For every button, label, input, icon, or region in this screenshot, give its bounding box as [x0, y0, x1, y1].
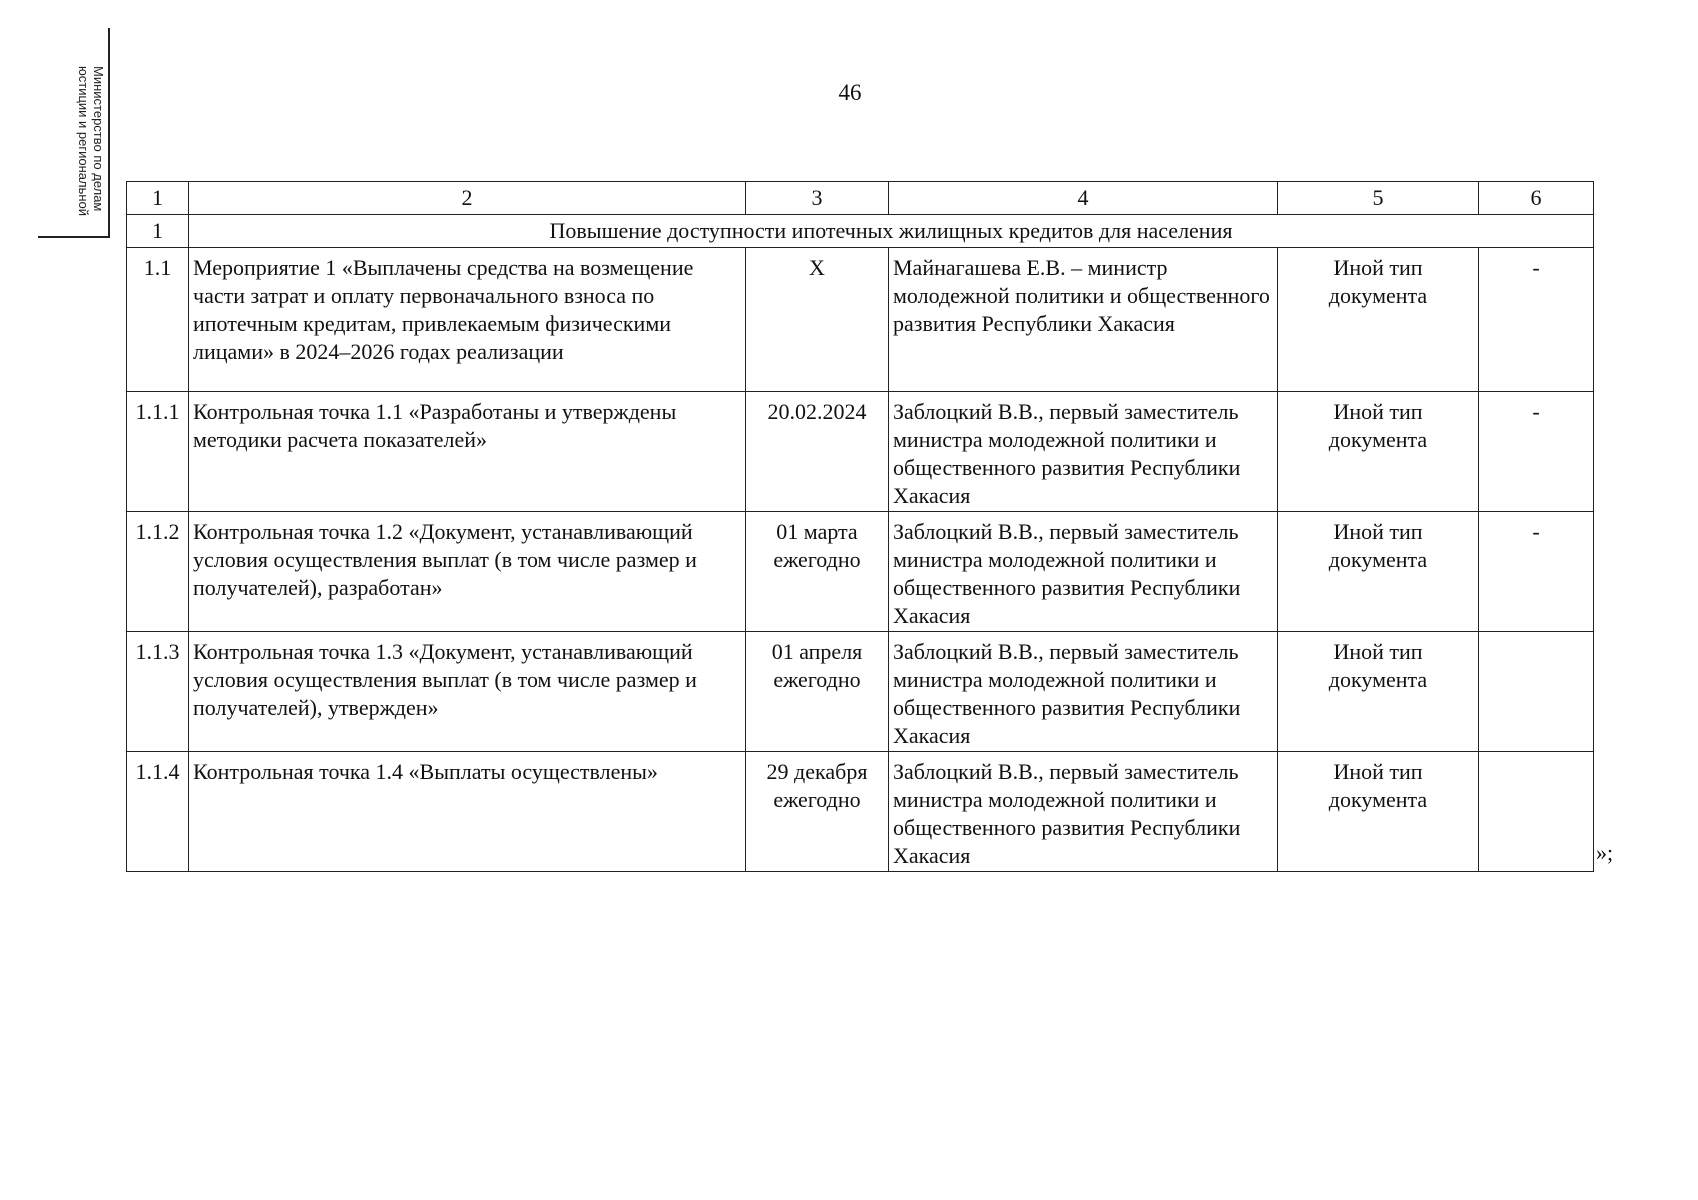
row-name: Контрольная точка 1.2 «Документ, устанавливающий условия осуществления выплат (в том числе размер и получателей), разработан» — [189, 512, 746, 632]
header-cell-1: 1 — [127, 182, 189, 215]
plan-table — [126, 181, 1594, 872]
header-cell-6: 6 — [1479, 182, 1594, 215]
row-responsible: Заблоцкий В.В., первый заместитель министра молодежной политики и общественного развития Республики Хакасия — [889, 512, 1278, 632]
header-cell-4: 4 — [889, 182, 1278, 215]
row-number: 1.1.4 — [127, 752, 189, 872]
row-doc-type: Иной тип документа — [1278, 248, 1479, 392]
table-row — [127, 248, 1594, 392]
row-name: Мероприятие 1 «Выплачены средства на возмещение части затрат и оплату первоначального взноса по ипотечным кредитам, привлекаемым физическими лицами» в 2024–2026 годах реализации — [189, 248, 746, 392]
stamp-text — [76, 66, 106, 274]
table-row — [127, 632, 1594, 752]
row-number: 1.1.2 — [127, 512, 189, 632]
row-responsible: Заблоцкий В.В., первый заместитель министра молодежной политики и общественного развития Республики Хакасия — [889, 632, 1278, 752]
section-number: 1 — [127, 215, 189, 248]
row-name: Контрольная точка 1.3 «Документ, устанавливающий условия осуществления выплат (в том числе размер и получателей), утвержден» — [189, 632, 746, 752]
table-row — [127, 752, 1594, 872]
row-date: 29 декабря ежегодно — [746, 752, 889, 872]
row-responsible: Майнагашева Е.В. – министр молодежной политики и общественного развития Республики Хакасия — [889, 248, 1278, 392]
stamp-line-1: Министерство по делам — [91, 66, 106, 212]
row-doc-type: Иной тип документа — [1278, 752, 1479, 872]
row-date: 01 апреля ежегодно — [746, 632, 889, 752]
row-date: X — [746, 248, 889, 392]
row-date: 01 марта ежегодно — [746, 512, 889, 632]
row-doc-type: Иной тип документа — [1278, 512, 1479, 632]
section-title: Повышение доступности ипотечных жилищных кредитов для населения — [189, 215, 1594, 248]
row-number: 1.1.1 — [127, 392, 189, 512]
table-row — [127, 512, 1594, 632]
row-extra: - — [1479, 392, 1594, 512]
row-responsible: Заблоцкий В.В., первый заместитель министра молодежной политики и общественного развития Республики Хакасия — [889, 392, 1278, 512]
row-extra: - — [1479, 248, 1594, 392]
closing-quote-mark: »; — [1596, 840, 1614, 865]
registration-stamp — [38, 28, 110, 238]
stamp-line-2: юстиции и региональной — [76, 66, 91, 217]
row-doc-type: Иной тип документа — [1278, 392, 1479, 512]
row-doc-type: Иной тип документа — [1278, 632, 1479, 752]
table-row — [127, 392, 1594, 512]
header-cell-3: 3 — [746, 182, 889, 215]
header-cell-2: 2 — [189, 182, 746, 215]
section-row — [127, 215, 1594, 248]
row-name: Контрольная точка 1.1 «Разработаны и утверждены методики расчета показателей» — [189, 392, 746, 512]
row-name: Контрольная точка 1.4 «Выплаты осуществлены» — [189, 752, 746, 872]
row-number: 1.1 — [127, 248, 189, 392]
row-date: 20.02.2024 — [746, 392, 889, 512]
row-number: 1.1.3 — [127, 632, 189, 752]
header-cell-5: 5 — [1278, 182, 1479, 215]
row-extra — [1479, 632, 1594, 752]
row-responsible: Заблоцкий В.В., первый заместитель министра молодежной политики и общественного развития Республики Хакасия — [889, 752, 1278, 872]
page-number: 46 — [838, 80, 862, 105]
header-row — [127, 182, 1594, 215]
row-extra — [1479, 752, 1594, 872]
row-extra: - — [1479, 512, 1594, 632]
